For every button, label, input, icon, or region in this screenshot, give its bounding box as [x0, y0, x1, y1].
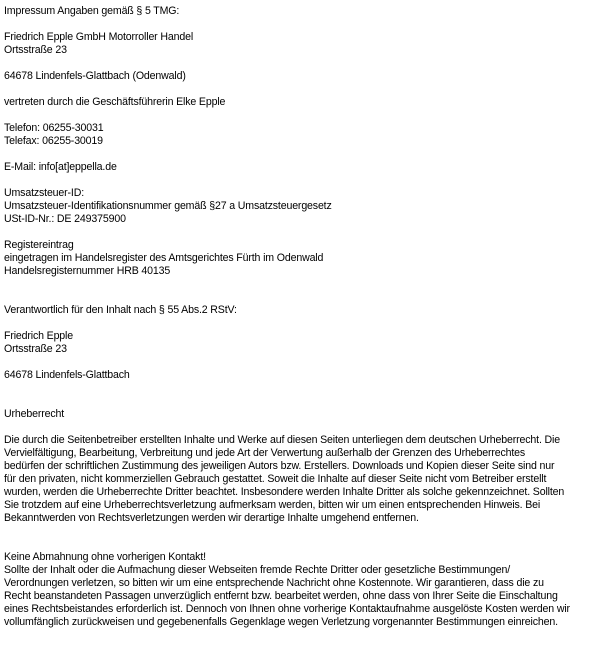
copyright-line: für den privaten, nicht kommerziellen Gebrauch gestattet. Soweit die Inhalte auf dieser Seite nicht vom Betreiber erstellt — [4, 473, 547, 485]
responsible-city: 64678 Lindenfels-Glattbach — [4, 369, 130, 381]
copyright-line: Sie trotzdem auf eine Urheberrechtsverletzung aufmerksam werden, bitten wir um einen entsprechenden Hinweis. Bei — [4, 499, 541, 511]
register-description: eingetragen im Handelsregister des Amtsgerichtes Fürth im Odenwald — [4, 252, 324, 264]
company-city: 64678 Lindenfels-Glattbach (Odenwald) — [4, 70, 186, 82]
email: E-Mail: info[at]eppella.de — [4, 161, 117, 173]
no-warning-line: Verordnungen verletzen, so bitten wir um eine entsprechende Nachricht ohne Kostennote. Wir garantieren, dass die zu — [4, 577, 544, 589]
register-heading: Registereintrag — [4, 239, 74, 251]
fax: Telefax: 06255-30019 — [4, 135, 103, 147]
copyright-line: Bekanntwerden von Rechtsverletzungen werden wir derartige Inhalte umgehend entfernen. — [4, 512, 419, 524]
vat-description: Umsatzsteuer-Identifikationsnummer gemäß §27 a Umsatzsteuergesetz — [4, 200, 332, 212]
responsible-street: Ortsstraße 23 — [4, 343, 67, 355]
vat-number: USt-ID-Nr.: DE 249375900 — [4, 213, 126, 225]
no-warning-line: vollumfänglich zurückweisen und gegebenenfalls Gegenklage wegen Verletzung vorgenannter Bestimmungen einreichen. — [4, 616, 558, 628]
copyright-paragraph — [4, 434, 598, 525]
impressum-heading: Impressum Angaben gemäß § 5 TMG: — [4, 5, 180, 17]
vat-heading: Umsatzsteuer-ID: — [4, 187, 85, 199]
copyright-line: wurden, werden die Urheberrechte Dritter beachtet. Insbesondere werden Inhalte Dritter als solche gekennzeichnet. Sollten — [4, 486, 565, 498]
copyright-heading: Urheberrecht — [4, 408, 65, 420]
responsible-heading: Verantwortlich für den Inhalt nach § 55 Abs.2 RStV: — [4, 304, 237, 316]
no-warning-line: eines Rechtsbeistandes erforderlich ist. Dennoch von Ihnen ohne vorherige Kontaktaufnahme ausgelöste Kosten werden wir — [4, 603, 570, 615]
company-street: Ortsstraße 23 — [4, 44, 67, 56]
company-name: Friedrich Epple GmbH Motorroller Handel — [4, 31, 194, 43]
phone: Telefon: 06255-30031 — [4, 122, 104, 134]
copyright-line: bedürfen der schriftlichen Zustimmung des jeweiligen Autors bzw. Erstellers. Downloads und Kopien dieser Seite sind nur — [4, 460, 555, 472]
register-number: Handelsregisternummer HRB 40135 — [4, 265, 171, 277]
represented-by: vertreten durch die Geschäftsführerin Elke Epple — [4, 96, 226, 108]
no-warning-paragraph — [4, 564, 598, 629]
no-warning-line: Recht beanstandeten Passagen unverzüglich entfernt bzw. bearbeitet werden, ohne dass von Ihrer Seite die Einschaltung — [4, 590, 558, 602]
copyright-line: Vervielfältigung, Bearbeitung, Verbreitung und jede Art der Verwertung außerhalb der Grenzen des Urheberrechtes — [4, 447, 526, 459]
responsible-name: Friedrich Epple — [4, 330, 73, 342]
copyright-line: Die durch die Seitenbetreiber erstellten Inhalte und Werke auf diesen Seiten unterliegen dem deutschen Urheberrecht. Die — [4, 434, 560, 446]
no-warning-line: Sollte der Inhalt oder die Aufmachung dieser Webseiten fremde Rechte Dritter oder gesetzliche Bestimmungen/ — [4, 564, 511, 576]
no-warning-heading: Keine Abmahnung ohne vorherigen Kontakt! — [4, 551, 206, 563]
